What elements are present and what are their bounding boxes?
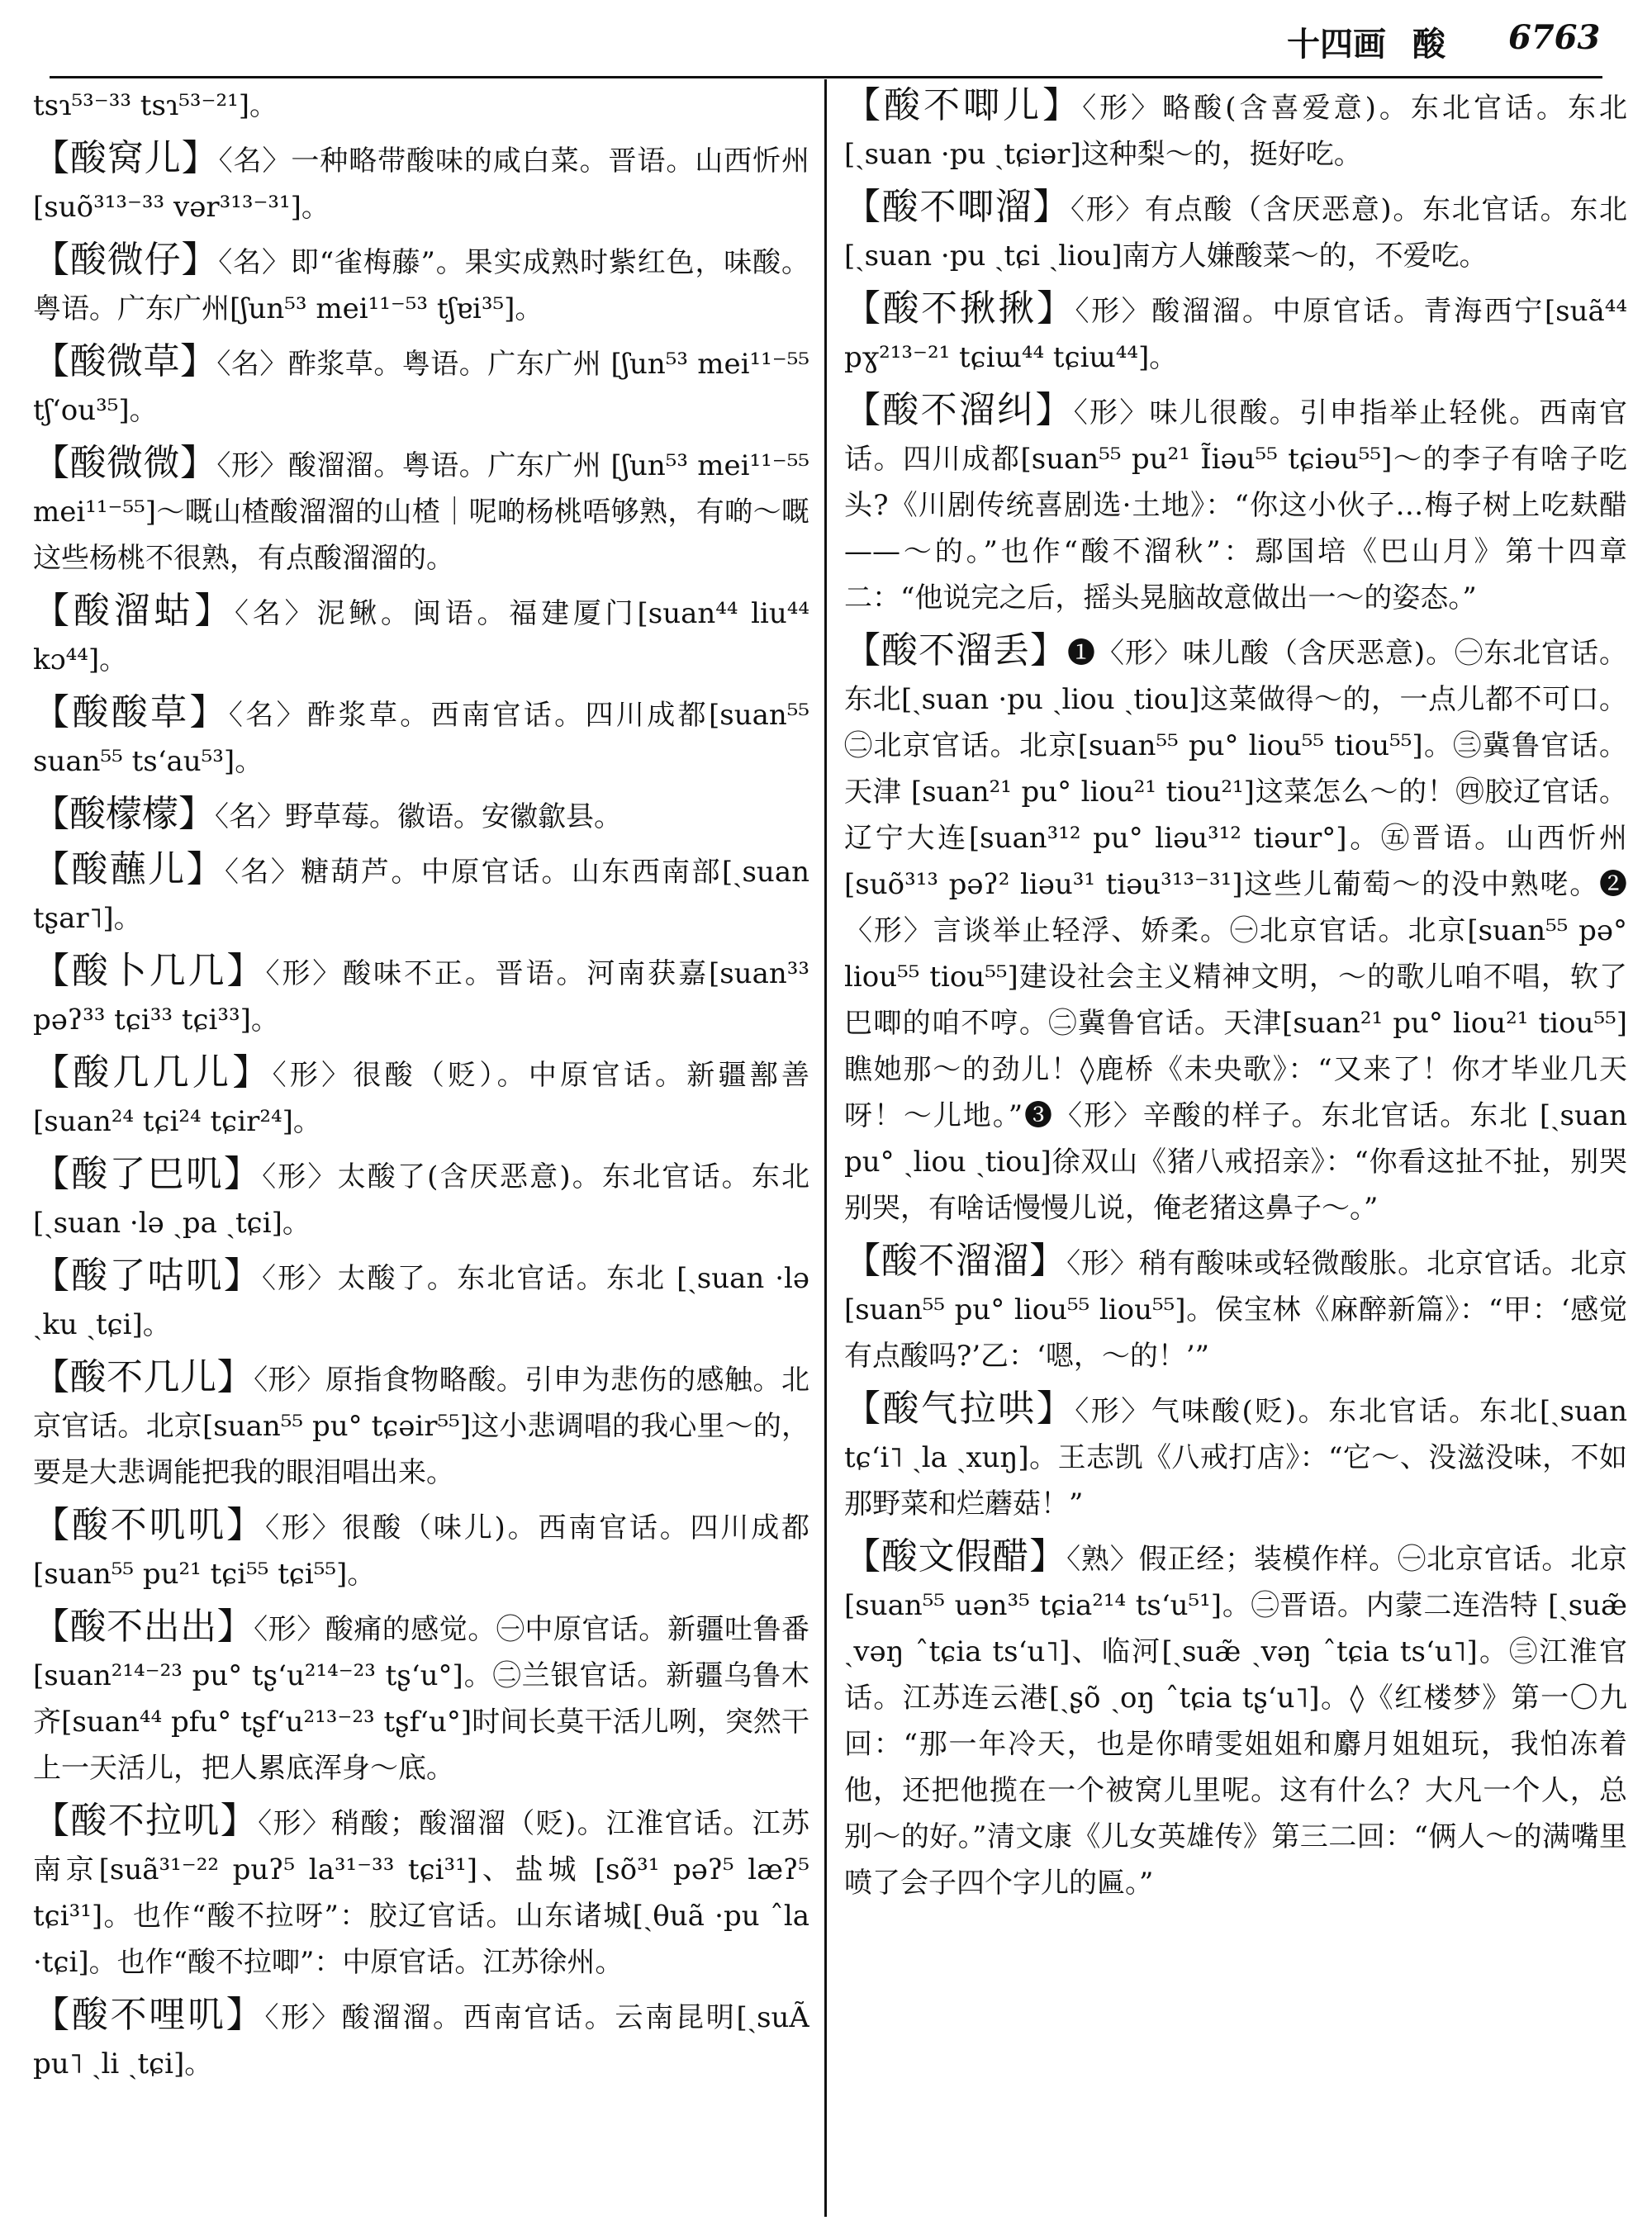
headword-close-bracket: 】 — [181, 137, 219, 179]
headword-open-bracket: 【 — [844, 389, 883, 431]
headword-close-bracket: 】 — [1029, 1535, 1067, 1578]
headword-open-bracket: 【 — [33, 1994, 72, 2036]
dictionary-entry — [33, 135, 809, 230]
headword-open-bracket: 【 — [33, 1356, 70, 1398]
entry-definition: 〈形〉气味酸(贬)。东北官话。东北[ˏsuan tɕ‘i˥ ˏla ˏxuŋ]。王志凯《八戒打店》：“它～、没滋没味，不如那野菜和烂蘑菇！” — [844, 1395, 1627, 1521]
entry-headword: 酸不出出 — [69, 1606, 217, 1648]
dictionary-entry — [33, 440, 809, 581]
entry-definition: 〈形〉很酸（贬）。中原官话。新疆鄯善[suan²⁴ tɕi²⁴ tɕir²⁴]。 — [33, 1059, 809, 1138]
left-column — [33, 83, 809, 2213]
dictionary-entry — [33, 1502, 809, 1597]
headword-close-bracket: 】 — [181, 239, 219, 281]
headword-open-bracket: 【 — [33, 1153, 72, 1195]
entry-definition: 〈名〉酢浆草。粤语。广东广州 [ʃun⁵³ mei¹¹⁻⁵⁵ tʃ‘ou³⁵]。 — [33, 348, 809, 427]
dictionary-entry — [844, 1238, 1627, 1379]
entry-definition: 〈名〉糖葫芦。中原官话。山东西南部[ˏsuan tʂar˥]。 — [33, 856, 809, 935]
page-number: 6763 — [1508, 18, 1601, 57]
right-column — [844, 83, 1627, 2213]
headword-close-bracket: 】 — [178, 793, 215, 835]
entry-headword: 酸了咕叽 — [71, 1255, 224, 1297]
entry-headword: 酸檬檬 — [69, 793, 178, 835]
dictionary-entry — [33, 1050, 809, 1145]
headword-open-bracket: 【 — [844, 1388, 883, 1430]
headword-close-bracket: 】 — [1029, 629, 1067, 671]
dictionary-entry — [33, 791, 809, 840]
entry-definition: 〈形〉酸溜溜。粤语。广东广州 [ʃun⁵³ mei¹¹⁻⁵⁵ mei¹¹⁻⁵⁵]～嘅山楂酸溜溜的山楂｜呢啲杨桃唔够熟，有啲～嘅这些杨桃不很熟，有点酸溜溜的。 — [33, 449, 809, 575]
entry-definition: 〈形〉味儿很酸。引申指举止轻佻。西南官话。四川成都[suan⁵⁵ pu²¹ Ĩiəu⁵⁵ tɕiəu⁵⁵]～的李子有啥子吃头?《川剧传统喜剧选·土地》：“你这小伙子…梅子树上吃麸醋——～的。”也作“酸不溜秋”：鄢国培《巴山月》第十四章二：“他说完之后，摇头晃脑故意做出一～的姿态。” — [844, 396, 1627, 614]
entry-headword: 酸微微 — [69, 442, 180, 484]
dictionary-entry — [33, 83, 809, 129]
entry-definition: 〈形〉有点酸（含厌恶意)。东北官话。东北[ˏsuan ·pu ˏtɕi ˏliou]南方人嫌酸菜～的，不爱吃。 — [844, 193, 1627, 273]
entry-headword: 酸不溜溜 — [881, 1240, 1030, 1282]
headword-open-bracket: 【 — [33, 442, 70, 484]
headword-close-bracket: 】 — [223, 1255, 262, 1297]
headword-open-bracket: 【 — [844, 186, 882, 228]
headword-close-bracket: 】 — [220, 1800, 259, 1842]
entry-definition: 〈形〉稍酸；酸溜溜（贬)。江淮官话。江苏南京[suã³¹⁻²² puʔ⁵ la³¹⁻³³ tɕi³¹]、盐城 [sõ³¹ pəʔ⁵ læʔ⁵ tɕi³¹]。也作“酸不拉呀”：胶辽官话。山东诸城[ˏθuã ·pu ˆla ·tɕi]。也作“酸不拉唧”：中原官话。江苏徐州。 — [33, 1807, 809, 1979]
dictionary-entry — [33, 1253, 809, 1348]
entry-definition: tsɿ⁵³⁻³³ tsɿ⁵³⁻²¹]。 — [33, 89, 278, 122]
entry-definition: 〈形〉太酸了(含厌恶意)。东北官话。东北[ˏsuan ·lə ˏpa ˏtɕi]。 — [33, 1160, 809, 1240]
headword-close-bracket: 】 — [1036, 287, 1075, 330]
dictionary-entry — [33, 847, 809, 942]
dictionary-entry — [33, 1798, 809, 1986]
headword-open-bracket: 【 — [33, 793, 69, 835]
entry-definition: 〈形〉酸溜溜。中原官话。青海西宁[suã⁴⁴ pɣ²¹³⁻²¹ tɕiɯ⁴⁴ tɕiɯ⁴⁴]。 — [844, 295, 1627, 374]
headword-close-bracket: 】 — [1035, 389, 1074, 431]
headword-close-bracket: 】 — [226, 1504, 265, 1546]
headword-close-bracket: 】 — [1042, 84, 1083, 126]
entry-headword: 酸卜几几 — [71, 950, 227, 992]
headword-open-bracket: 【 — [33, 691, 73, 733]
headword-close-bracket: 】 — [179, 442, 217, 484]
headword-open-bracket: 【 — [844, 287, 883, 330]
headword-close-bracket: 】 — [194, 590, 235, 632]
headword-open-bracket: 【 — [844, 84, 885, 126]
dictionary-entry — [33, 948, 809, 1043]
entry-headword: 酸不几儿 — [69, 1356, 217, 1398]
headword-open-bracket: 【 — [33, 590, 74, 632]
entry-headword: 酸蘸儿 — [71, 848, 187, 890]
entry-headword: 酸微草 — [69, 340, 180, 382]
entry-headword: 酸不哩叽 — [71, 1994, 226, 2036]
headword-open-bracket: 【 — [33, 1800, 71, 1842]
entry-definition: 〈形〉酸味不正。晋语。河南获嘉[suan³³ pəʔ³³ tɕi³³ tɕi³³]。 — [33, 957, 809, 1037]
dictionary-entry — [844, 387, 1627, 621]
headword-open-bracket: 【 — [33, 1051, 74, 1094]
headword-close-bracket: 】 — [225, 1994, 265, 2036]
dictionary-entry — [33, 339, 809, 434]
dictionary-entry — [33, 1151, 809, 1246]
headword-close-bracket: 】 — [216, 1606, 254, 1648]
entry-definition: ❶〈形〉味儿酸（含厌恶意)。㊀东北官话。东北[ˏsuan ·pu ˏliou ˏtiou]这菜做得～的，一点儿都不可口。㊁北京官话。北京[suan⁵⁵ pu° liou⁵⁵ tiou⁵⁵]。㊂冀鲁官话。天津 [suan²¹ pu° liou²¹ tiou²¹]这菜怎么～的！㊃胶辽官话。辽宁大连[suan³¹² pu° liəu³¹² tiəur°]。㊄晋语。山西忻州[suõ³¹³ pəʔ² liəu³¹ tiəu³¹³⁻³¹]这些儿葡萄～的没中熟咾。❷〈形〉言谈举止轻浮、娇柔。㊀北京官话。北京[suan⁵⁵ pə° liou⁵⁵ tiou⁵⁵]建设社会主义精神文明，～的歌儿咱不唱，软了巴唧的咱不哼。㊁冀鲁官话。天津[suan²¹ pu° liou²¹ tiou⁵⁵]瞧她那～的劲儿！◊鹿桥《未央歌》：“又来了！你才毕业几天呀！～儿地。”❸〈形〉辛酸的样子。东北官话。东北 [ˏsuan pu° ˏliou ˏtiou]徐双山《猪八戒招亲》：“你看这扯不扯，别哭别哭，有啥话慢慢儿说，俺老猪这鼻子～。” — [844, 637, 1627, 1225]
headword-open-bracket: 【 — [33, 137, 70, 179]
dictionary-entry — [844, 184, 1627, 279]
headword-close-bracket: 】 — [216, 1356, 254, 1398]
entry-definition: 〈形〉太酸了。东北官话。东北 [ˏsuan ·lə ˏku ˏtɕi]。 — [33, 1262, 809, 1341]
headword-open-bracket: 【 — [33, 239, 70, 281]
stroke-count-heading: 十四画 — [1287, 25, 1386, 64]
entry-definition: 〈形〉原指食物略酸。引申为悲伤的感触。北京官话。北京[suan⁵⁵ pu° tɕəir⁵⁵]这小悲调唱的我心里～的，要是大悲调能把我的眼泪唱出来。 — [33, 1364, 809, 1489]
entry-headword: 酸了巴叽 — [71, 1153, 224, 1195]
headword-close-bracket: 】 — [189, 691, 229, 733]
entry-headword: 酸几几儿 — [73, 1051, 233, 1094]
page-header — [0, 0, 1652, 78]
headword-close-bracket: 】 — [232, 1051, 273, 1094]
entry-headword: 酸溜蛄 — [73, 590, 195, 632]
dictionary-entry — [33, 237, 809, 332]
entry-definition: 〈形〉略酸(含喜爱意)。东北官话。东北[ˏsuan ·pu ˏtɕiər]这种梨～的，挺好吃。 — [844, 92, 1627, 171]
entry-headword: 酸不揪揪 — [882, 287, 1037, 330]
entry-definition: 〈形〉酸痛的感觉。㊀中原官话。新疆吐鲁番[suan²¹⁴⁻²³ pu° tʂ‘u²¹⁴⁻²³ tʂ‘u°]。㊁兰银官话。新疆乌鲁木齐[suan⁴⁴ pfu° tʂf‘u²¹³⁻²³ tʂf‘u°]时间长莫干活儿咧，突然干上一天活儿，把人累底浑身～底。 — [33, 1613, 809, 1785]
headword-open-bracket: 【 — [844, 1535, 881, 1578]
dictionary-entry — [33, 690, 809, 785]
headword-close-bracket: 】 — [186, 848, 225, 890]
entry-headword: 酸不溜纠 — [882, 389, 1036, 431]
headword-open-bracket: 【 — [844, 1240, 881, 1282]
entry-headword: 酸气拉哄 — [882, 1388, 1037, 1430]
headword-open-bracket: 【 — [33, 950, 72, 992]
entry-definition: 〈名〉酢浆草。西南官话。四川成都[suan⁵⁵ suan⁵⁵ ts‘au⁵³]。 — [33, 699, 809, 778]
dictionary-entry — [33, 1355, 809, 1496]
column-divider — [824, 79, 827, 2217]
entry-headword: 酸不唧溜 — [881, 186, 1033, 228]
headword-close-bracket: 】 — [226, 950, 266, 992]
dictionary-entry — [33, 588, 809, 683]
dictionary-entry — [844, 286, 1627, 381]
dictionary-entry — [33, 1992, 809, 2087]
headword-open-bracket: 【 — [33, 1504, 72, 1546]
header-rule — [50, 76, 1602, 78]
entry-headword: 酸文假醋 — [881, 1535, 1030, 1578]
entry-headword: 酸酸草 — [72, 691, 190, 733]
entry-definition: 〈名〉即“雀梅藤”。果实成熟时紫红色，味酸。粤语。广东广州[ʃun⁵³ mei¹¹⁻⁵³ tʃɐi³⁵]。 — [33, 246, 809, 325]
dictionary-entry — [844, 1534, 1627, 1906]
entry-definition: 〈名〉一种略带酸味的咸白菜。晋语。山西忻州[suõ³¹³⁻³³ vər³¹³⁻³¹]。 — [33, 145, 809, 224]
headword-close-bracket: 】 — [1036, 1388, 1075, 1430]
headword-open-bracket: 【 — [33, 1606, 70, 1648]
entry-headword: 酸不溜丢 — [881, 629, 1030, 671]
entry-definition: 〈名〉野草莓。徽语。安徽歙县。 — [215, 800, 622, 833]
headword-close-bracket: 】 — [1032, 186, 1071, 228]
headword-open-bracket: 【 — [33, 1255, 72, 1297]
entry-definition: 〈形〉很酸（味儿)。西南官话。四川成都[suan⁵⁵ pu²¹ tɕi⁵⁵ tɕi⁵⁵]。 — [33, 1511, 809, 1591]
entry-definition: 〈形〉稍有酸味或轻微酸胀。北京官话。北京[suan⁵⁵ pu° liou⁵⁵ liou⁵⁵]。侯宝林《麻醉新篇》：“甲：‘感觉有点酸吗?’乙：‘嗯，～的！’” — [844, 1247, 1627, 1373]
entry-headword: 酸窝儿 — [69, 137, 182, 179]
headword-open-bracket: 【 — [33, 848, 72, 890]
headword-close-bracket: 】 — [223, 1153, 263, 1195]
entry-definition: 〈名〉泥鳅。闽语。福建厦门[suan⁴⁴ liu⁴⁴ kɔ⁴⁴]。 — [33, 597, 809, 676]
entry-definition: 〈形〉酸溜溜。西南官话。云南昆明[ˏsuÃ pu˥ ˏli ˏtɕi]。 — [33, 2001, 809, 2081]
headword-open-bracket: 【 — [844, 629, 881, 671]
headword-close-bracket: 】 — [179, 340, 217, 382]
headword-close-bracket: 】 — [1029, 1240, 1067, 1282]
entry-headword: 酸不拉叽 — [70, 1800, 221, 1842]
dictionary-entry — [844, 628, 1627, 1231]
entry-headword: 酸微仔 — [69, 239, 182, 281]
dictionary-entry — [844, 1386, 1627, 1527]
head-character: 酸 — [1412, 25, 1446, 64]
entry-headword: 酸不叽叽 — [71, 1504, 227, 1546]
entry-headword: 酸不唧儿 — [884, 84, 1043, 126]
dictionary-entry — [844, 83, 1627, 178]
entry-definition: 〈熟〉假正经；装模作样。㊀北京官话。北京[suan⁵⁵ uən³⁵ tɕia²¹⁴ ts‘u⁵¹]。㊁晋语。内蒙二连浩特 [ˏsuæ̃ ˏvəŋ ˆtɕia ts‘u˥]、临河[ˏsuæ̃ ˏvəŋ ˆtɕia ts‘u˥]。㊂江淮官话。江苏连云港[ˏʂõ ˏoŋ ˆtɕia tʂ‘u˥]。◊《红楼梦》第一〇九回：“那一年冷天，也是你晴雯姐姐和麝月姐姐玩，我怕冻着他，还把他揽在一个被窝儿里呢。这有什么？大凡一个人，总别～的好。”清文康《儿女英雄传》第三二回：“俩人～的满嘴里喷了会子四个字儿的匾。” — [844, 1543, 1627, 1900]
dictionary-entry — [33, 1604, 809, 1791]
headword-open-bracket: 【 — [33, 340, 70, 382]
